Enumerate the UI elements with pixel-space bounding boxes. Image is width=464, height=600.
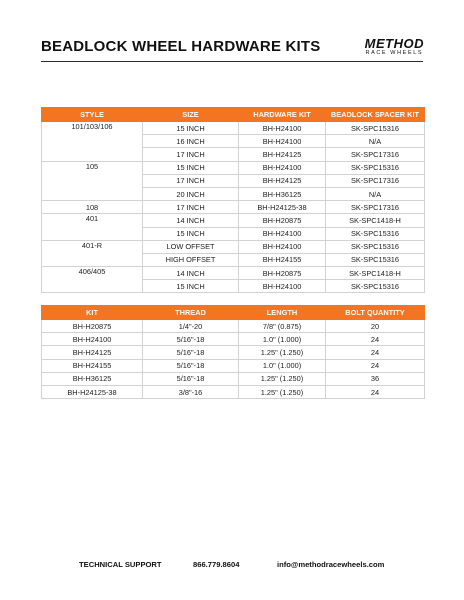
size-cell: LOW OFFSET <box>143 240 239 253</box>
length-cell: 1.25" (1.250) <box>239 346 326 359</box>
support-phone[interactable]: 866.779.8604 <box>193 560 240 569</box>
hardware-kit-cell: BH-H24125-38 <box>239 201 326 214</box>
hardware-kit-cell: BH-H24100 <box>239 135 326 148</box>
spacer-kit-cell: SK-SPC17316 <box>326 174 425 187</box>
kit-specs-table <box>41 305 425 399</box>
column-header-spacer-kit: BEADLOCK SPACER KIT <box>326 108 425 122</box>
column-header-thread: THREAD <box>143 306 239 320</box>
table-row <box>42 214 425 227</box>
hardware-kit-cell: BH-H24100 <box>239 122 326 135</box>
thread-cell: 5/16"-18 <box>143 372 239 385</box>
size-cell: 17 INCH <box>143 201 239 214</box>
hardware-kit-cell: BH-H36125 <box>239 187 326 200</box>
length-cell: 1.25" (1.250) <box>239 385 326 398</box>
length-cell: 7/8" (0.875) <box>239 320 326 333</box>
size-cell: 15 INCH <box>143 161 239 174</box>
spacer-kit-cell: SK-SPC17316 <box>326 148 425 161</box>
logo-tagline: RACE WHEELS <box>365 50 424 56</box>
size-cell: HIGH OFFSET <box>143 253 239 266</box>
thread-cell: 1/4"-20 <box>143 320 239 333</box>
spacer-kit-cell: SK-SPC1418-H <box>326 267 425 280</box>
spacer-kit-cell: N/A <box>326 187 425 200</box>
hardware-kit-cell: BH-H24125 <box>239 148 326 161</box>
style-cell: 105 <box>42 161 143 201</box>
table-row <box>42 320 425 333</box>
table-row <box>42 385 425 398</box>
size-cell: 15 INCH <box>143 227 239 240</box>
spacer-kit-cell: SK-SPC15316 <box>326 253 425 266</box>
table-row <box>42 267 425 280</box>
spacer-kit-cell: N/A <box>326 135 425 148</box>
table-row <box>42 240 425 253</box>
bolt-quantity-cell: 24 <box>326 385 425 398</box>
bolt-quantity-cell: 24 <box>326 359 425 372</box>
style-cell: 101/103/106 <box>42 122 143 162</box>
hardware-kit-cell: BH-H24100 <box>239 240 326 253</box>
table-row <box>42 122 425 135</box>
kit-cell: BH-H36125 <box>42 372 143 385</box>
table-row <box>42 359 425 372</box>
style-cell: 401-R <box>42 240 143 266</box>
hardware-kit-cell: BH-H24100 <box>239 161 326 174</box>
table-row <box>42 333 425 346</box>
thread-cell: 5/16"-18 <box>143 359 239 372</box>
hardware-kit-cell: BH-H24100 <box>239 227 326 240</box>
length-cell: 1.0" (1.000) <box>239 333 326 346</box>
column-header-hardware-kit: HARDWARE KIT <box>239 108 326 122</box>
technical-support-label: TECHNICAL SUPPORT <box>79 560 162 569</box>
brand-logo <box>365 37 424 57</box>
size-cell: 15 INCH <box>143 122 239 135</box>
hardware-kit-cell: BH-H20875 <box>239 214 326 227</box>
kit-table-header <box>42 306 425 320</box>
column-header-kit: KIT <box>42 306 143 320</box>
size-cell: 16 INCH <box>143 135 239 148</box>
spacer-table-header <box>42 108 425 122</box>
table-row <box>42 201 425 214</box>
column-header-bolt-quantity: BOLT QUANTITY <box>326 306 425 320</box>
hardware-kit-cell: BH-H20875 <box>239 267 326 280</box>
bolt-quantity-cell: 20 <box>326 320 425 333</box>
table-row <box>42 161 425 174</box>
support-email[interactable]: info@methodracewheels.com <box>277 560 385 569</box>
spacer-kit-cell: SK-SPC17316 <box>326 201 425 214</box>
spacer-kit-cell: SK-SPC15316 <box>326 240 425 253</box>
spacer-kit-cell: SK-SPC15316 <box>326 227 425 240</box>
kit-cell: BH-H24155 <box>42 359 143 372</box>
style-cell: 406/405 <box>42 267 143 293</box>
table-row <box>42 346 425 359</box>
thread-cell: 5/16"-18 <box>143 333 239 346</box>
kit-cell: BH-H24125-38 <box>42 385 143 398</box>
column-header-length: LENGTH <box>239 306 326 320</box>
spacer-kit-cell: SK-SPC15316 <box>326 122 425 135</box>
column-header-style: STYLE <box>42 108 143 122</box>
hardware-kit-cell: BH-H24155 <box>239 253 326 266</box>
beadlock-spacer-table <box>41 107 425 293</box>
style-cell: 401 <box>42 214 143 240</box>
hardware-kit-cell: BH-H24125 <box>239 174 326 187</box>
logo-wordmark: METHOD <box>364 36 424 51</box>
length-cell: 1.25" (1.250) <box>239 372 326 385</box>
bolt-quantity-cell: 36 <box>326 372 425 385</box>
thread-cell: 5/16"-18 <box>143 346 239 359</box>
size-cell: 15 INCH <box>143 280 239 293</box>
page-title: BEADLOCK WHEEL HARDWARE KITS <box>41 38 321 55</box>
spacer-kit-cell: SK-SPC15316 <box>326 161 425 174</box>
style-cell: 108 <box>42 201 143 214</box>
spacer-kit-cell: SK-SPC15316 <box>326 280 425 293</box>
table-row <box>42 372 425 385</box>
thread-cell: 3/8"-16 <box>143 385 239 398</box>
header-divider <box>41 61 423 62</box>
hardware-kit-cell: BH-H24100 <box>239 280 326 293</box>
size-cell: 17 INCH <box>143 174 239 187</box>
size-cell: 17 INCH <box>143 148 239 161</box>
bolt-quantity-cell: 24 <box>326 346 425 359</box>
size-cell: 14 INCH <box>143 267 239 280</box>
column-header-size: SIZE <box>143 108 239 122</box>
kit-cell: BH-H20875 <box>42 320 143 333</box>
kit-cell: BH-H24100 <box>42 333 143 346</box>
kit-cell: BH-H24125 <box>42 346 143 359</box>
size-cell: 14 INCH <box>143 214 239 227</box>
spacer-kit-cell: SK-SPC1418-H <box>326 214 425 227</box>
size-cell: 20 INCH <box>143 187 239 200</box>
bolt-quantity-cell: 24 <box>326 333 425 346</box>
length-cell: 1.0" (1.000) <box>239 359 326 372</box>
